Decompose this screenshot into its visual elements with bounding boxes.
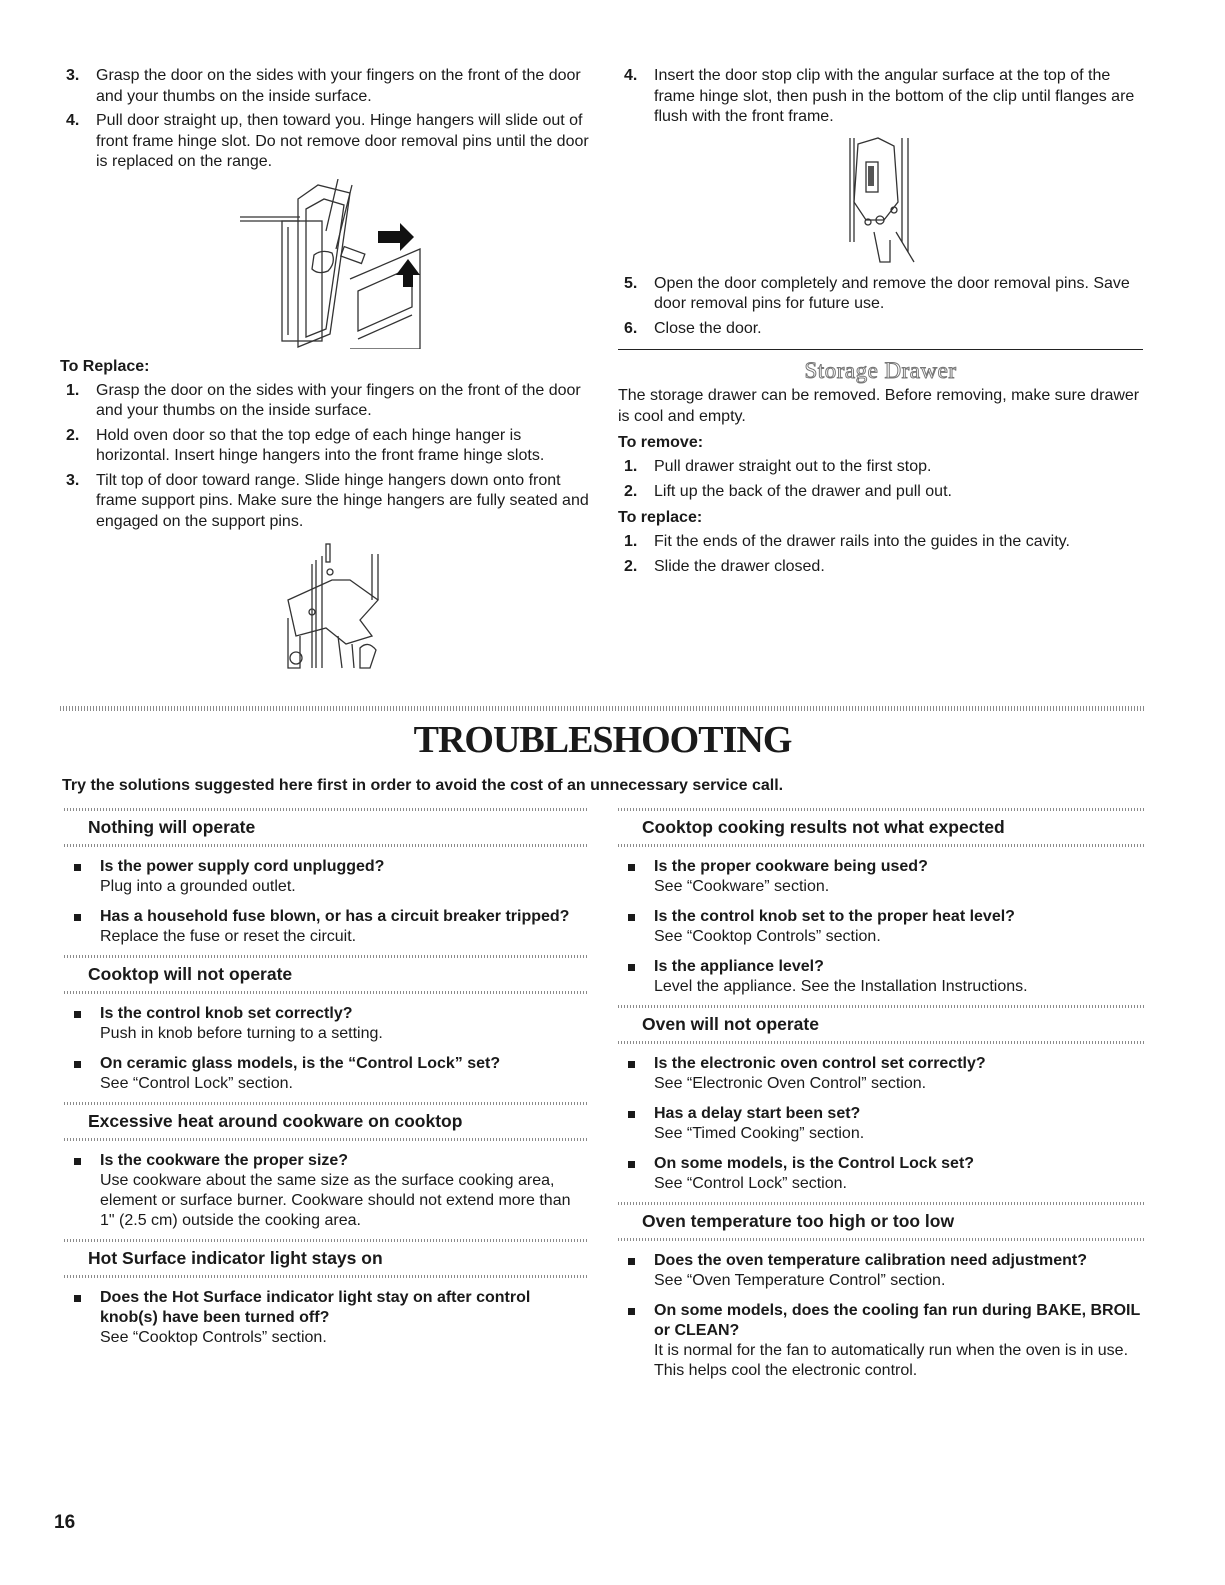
- troubleshooting-left: [64, 808, 589, 1356]
- step-number: 1.: [66, 381, 80, 399]
- step-number: 2.: [624, 482, 638, 500]
- step-number: 3.: [66, 471, 80, 489]
- step-drawer-replace-1: [618, 532, 1143, 553]
- step-number: 1.: [624, 533, 638, 550]
- section-divider: [618, 349, 1143, 350]
- tb-item: [618, 1054, 1145, 1094]
- page-title: TROUBLESHOOTING: [413, 719, 792, 761]
- tb-question: Is the electronic oven control set correctly?: [654, 1055, 986, 1072]
- bullet-icon: [74, 1011, 81, 1018]
- dotted-rule: [64, 991, 589, 994]
- step-number: 4.: [624, 67, 638, 84]
- step-text: Insert the door stop clip with the angular surface at the top of the frame hinge slot, then push in the bottom of the clip until flanges are flush with the front frame.: [654, 67, 1135, 125]
- step-text: Pull drawer straight out to the first stop.: [654, 458, 932, 475]
- dotted-rule: [64, 1275, 589, 1278]
- tb-block-hot-surface: [64, 1239, 589, 1348]
- bullet-icon: [74, 1295, 81, 1302]
- tb-heading: Hot Surface indicator light stays on: [88, 1248, 383, 1268]
- tb-question: Is the cookware the proper size?: [100, 1152, 349, 1169]
- tb-block-oven-not-operate: [618, 1005, 1145, 1194]
- door-stop-clip-figure: [618, 132, 1143, 272]
- storage-intro-text: The storage drawer can be removed. Before removing, make sure drawer is cool and empty.: [618, 387, 1140, 425]
- step-number: 1.: [624, 458, 638, 475]
- step-text: Hold oven door so that the top edge of each hinge hanger is horizontal. Insert hinge hangers into the front frame hinge slots.: [96, 426, 545, 464]
- tb-item: [618, 907, 1145, 947]
- hinge-hanger-figure: [60, 540, 595, 675]
- step-number: 2.: [624, 557, 638, 575]
- dotted-rule: [618, 1041, 1145, 1044]
- tb-heading: Excessive heat around cookware on cooktop: [88, 1111, 463, 1131]
- tb-block-oven-temperature: [618, 1202, 1145, 1381]
- bullet-icon: [628, 1061, 635, 1068]
- dotted-rule: [618, 1238, 1145, 1241]
- tb-answer: Push in knob before turning to a setting.: [100, 1025, 383, 1042]
- replace-heading: To Replace:: [60, 357, 150, 375]
- tb-heading: Cooktop will not operate: [88, 964, 293, 984]
- step-door-5: [618, 274, 1143, 315]
- tb-question: Does the oven temperature calibration need adjustment?: [654, 1252, 1087, 1269]
- troubleshooting-intro: Try the solutions suggested here first in order to avoid the cost of an unnecessary service call.: [62, 777, 784, 794]
- step-text: Fit the ends of the drawer rails into the guides in the cavity.: [654, 533, 1070, 550]
- tb-item: [64, 1054, 589, 1094]
- step-remove-4: [60, 111, 595, 173]
- bullet-icon: [74, 1158, 81, 1165]
- bullet-icon: [628, 864, 635, 871]
- step-remove-3: [60, 66, 595, 107]
- tb-answer: See “Oven Temperature Control” section.: [654, 1272, 946, 1289]
- step-replace-2: [60, 426, 595, 467]
- dotted-rule: [618, 844, 1145, 847]
- step-door-6: [618, 319, 1143, 340]
- bullet-icon: [628, 1111, 635, 1118]
- tb-question: Does the Hot Surface indicator light stay on after control knob(s) have been turned off?: [100, 1289, 531, 1326]
- tb-heading: Nothing will operate: [88, 817, 256, 837]
- tb-answer: Use cookware about the same size as the surface cooking area, element or surface burner. Cookware should not extend more than 1" (2.5 cm) outside the cooking area.: [100, 1172, 571, 1229]
- bullet-icon: [628, 1308, 635, 1315]
- step-replace-3: [60, 471, 595, 533]
- step-door-4: [618, 66, 1143, 128]
- step-number: 6.: [624, 319, 638, 337]
- tb-answer: See “Timed Cooking” section.: [654, 1125, 865, 1142]
- step-drawer-remove-2: [618, 482, 1143, 503]
- tb-item: [64, 857, 589, 897]
- tb-item: [64, 1004, 589, 1044]
- step-number: 3.: [66, 67, 80, 84]
- tb-block-cooktop-not-operate: [64, 955, 589, 1094]
- tb-answer: Level the appliance. See the Installation Instructions.: [654, 978, 1028, 995]
- replace-heading: To replace:: [618, 509, 703, 526]
- step-text: Slide the drawer closed.: [654, 557, 825, 575]
- step-drawer-replace-2: [618, 557, 1143, 578]
- tb-item: [64, 907, 589, 947]
- tb-answer: See “Control Lock” section.: [654, 1175, 847, 1192]
- tb-item: [618, 1104, 1145, 1144]
- tb-question: Has a household fuse blown, or has a circuit breaker tripped?: [100, 908, 570, 925]
- bullet-icon: [628, 1258, 635, 1265]
- step-replace-1: [60, 381, 595, 422]
- tb-item: [618, 1251, 1145, 1291]
- storage-drawer-title: Storage Drawer: [804, 358, 957, 383]
- tb-block-cooking-results: [618, 808, 1145, 997]
- troubleshooting-right: [618, 808, 1145, 1389]
- step-text: Grasp the door on the sides with your fingers on the front of the door and your thumbs on the inside surface.: [96, 67, 581, 105]
- tb-question: On ceramic glass models, is the “Control Lock” set?: [100, 1055, 501, 1072]
- tb-answer: See “Cooktop Controls” section.: [654, 928, 881, 945]
- bullet-icon: [628, 914, 635, 921]
- tb-question: On some models, is the Control Lock set?: [654, 1155, 975, 1172]
- step-number: 2.: [66, 426, 80, 444]
- step-number: 5.: [624, 274, 638, 292]
- tb-block-excessive-heat: [64, 1102, 589, 1231]
- top-dotted-rule: [60, 706, 1145, 711]
- right-column: [618, 66, 1143, 581]
- step-text: Close the door.: [654, 319, 762, 337]
- step-text: Lift up the back of the drawer and pull out.: [654, 482, 952, 500]
- tb-heading: Oven temperature too high or too low: [642, 1211, 955, 1231]
- dotted-rule: [64, 844, 589, 847]
- tb-question: Has a delay start been set?: [654, 1105, 861, 1122]
- dotted-rule: [64, 1138, 589, 1141]
- tb-question: Is the control knob set correctly?: [100, 1005, 353, 1022]
- remove-heading: To remove:: [618, 434, 704, 451]
- step-text: Grasp the door on the sides with your fingers on the front of the door and your thumbs on the inside surface.: [96, 381, 581, 419]
- storage-intro: [618, 386, 1143, 427]
- bullet-icon: [628, 964, 635, 971]
- tb-item: [64, 1288, 589, 1348]
- tb-answer: See “Cookware” section.: [654, 878, 830, 895]
- tb-block-nothing-operates: [64, 808, 589, 947]
- tb-question: Is the proper cookware being used?: [654, 858, 928, 875]
- tb-answer: Plug into a grounded outlet.: [100, 878, 296, 895]
- tb-question: Is the appliance level?: [654, 958, 824, 975]
- tb-answer: Replace the fuse or reset the circuit.: [100, 928, 357, 945]
- page-number: 16: [54, 1512, 76, 1533]
- bullet-icon: [74, 864, 81, 871]
- tb-item: [64, 1151, 589, 1231]
- tb-answer: See “Control Lock” section.: [100, 1075, 293, 1092]
- door-removal-figure: [60, 179, 595, 349]
- tb-question: Is the power supply cord unplugged?: [100, 858, 385, 875]
- tb-item: [618, 857, 1145, 897]
- tb-item: [618, 957, 1145, 997]
- tb-heading: Cooktop cooking results not what expected: [642, 817, 1005, 837]
- tb-answer: See “Electronic Oven Control” section.: [654, 1075, 927, 1092]
- step-text: Open the door completely and remove the door removal pins. Save door removal pins for future use.: [654, 274, 1130, 312]
- tb-question: Is the control knob set to the proper heat level?: [654, 908, 1015, 925]
- bullet-icon: [628, 1161, 635, 1168]
- step-number: 4.: [66, 112, 80, 129]
- step-text: Tilt top of door toward range. Slide hinge hangers down onto front frame support pins. Make sure the hinge hangers are fully seated and engaged on the support pins.: [96, 471, 589, 530]
- tb-heading: Oven will not operate: [642, 1014, 819, 1034]
- tb-item: [618, 1154, 1145, 1194]
- bullet-icon: [74, 914, 81, 921]
- left-column: [60, 66, 595, 675]
- tb-question: On some models, does the cooling fan run during BAKE, BROIL or CLEAN?: [654, 1302, 1140, 1339]
- step-drawer-remove-1: [618, 457, 1143, 478]
- tb-answer: See “Cooktop Controls” section.: [100, 1329, 327, 1346]
- step-text: Pull door straight up, then toward you. Hinge hangers will slide out of front frame hinge slot. Do not remove door removal pins until the door is replaced on the range.: [96, 112, 589, 170]
- tb-item: [618, 1301, 1145, 1381]
- bullet-icon: [74, 1061, 81, 1068]
- tb-answer: It is normal for the fan to automatically run when the oven is in use. This helps cool the electronic control.: [654, 1342, 1129, 1379]
